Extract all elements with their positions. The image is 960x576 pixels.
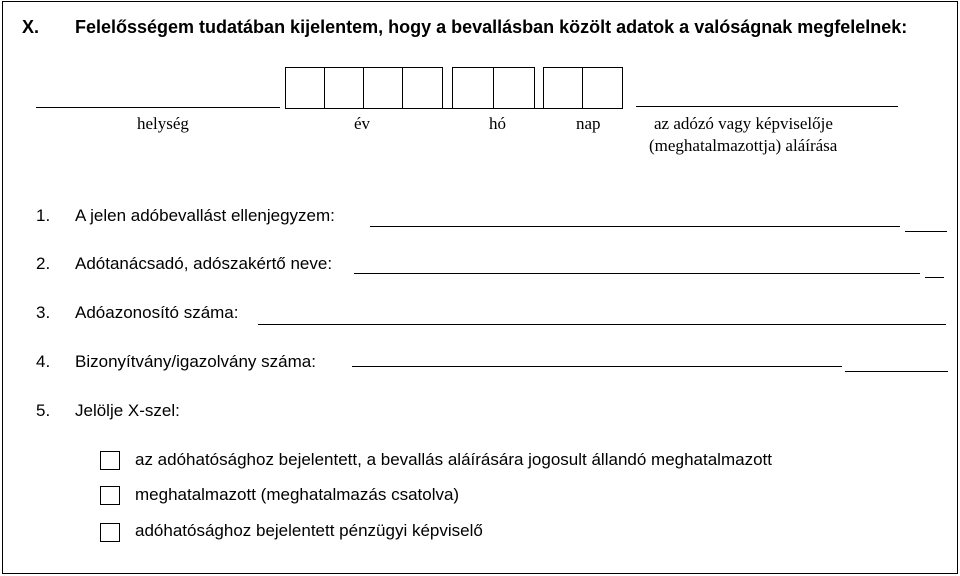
month-divider	[493, 68, 494, 109]
advisor-name-field[interactable]	[354, 273, 920, 274]
place-line	[36, 107, 280, 108]
advisor-name-field-end	[925, 277, 944, 278]
item-number: 4.	[36, 352, 51, 371]
year-boxes[interactable]	[285, 67, 443, 109]
place-label: helység	[137, 114, 189, 133]
day-divider	[582, 68, 583, 109]
date-baseline	[285, 108, 623, 109]
month-label: hó	[489, 114, 506, 133]
option-label: az adóhatósághoz bejelentett, a bevallás aláírására jogosult állandó meghatalmazott	[135, 450, 772, 469]
item-number: 1.	[36, 206, 51, 225]
certificate-number-field-end	[845, 371, 948, 372]
option-label: adóhatósághoz bejelentett pénzügyi képviselő	[135, 521, 483, 540]
tax-id-field[interactable]	[258, 324, 946, 325]
certificate-number-label: Bizonyítvány/igazolvány száma:	[75, 352, 316, 371]
mark-with-x-label: Jelölje X-szel:	[75, 401, 180, 420]
certificate-number-field[interactable]	[352, 366, 842, 367]
year-label: év	[354, 114, 371, 133]
day-boxes[interactable]	[543, 67, 623, 109]
countersign-field[interactable]	[370, 226, 900, 227]
option-label: meghatalmazott (meghatalmazás csatolva)	[135, 485, 460, 504]
section-title: Felelősségem tudatában kijelentem, hogy a bevallásban közölt adatok a valóságnak megfelelnek:	[75, 17, 908, 37]
item-number: 2.	[36, 254, 51, 273]
signature-label: az adózó vagy képviselője	[654, 114, 833, 133]
option-checkbox-permanent-representative[interactable]	[100, 451, 120, 470]
day-label: nap	[576, 114, 601, 133]
countersign-label: A jelen adóbevallást ellenjegyzem:	[75, 206, 335, 225]
countersign-field-end	[905, 231, 947, 232]
signature-sublabel: (meghatalmazottja) aláírása	[649, 136, 838, 155]
option-checkbox-authorized-representative[interactable]	[100, 486, 120, 505]
section-number: X.	[22, 17, 40, 37]
item-number: 3.	[36, 303, 51, 322]
year-divider	[363, 68, 364, 109]
year-divider	[402, 68, 403, 109]
advisor-name-label: Adótanácsadó, adószakértő neve:	[75, 254, 333, 273]
item-number: 5.	[36, 401, 51, 420]
tax-id-label: Adóazonosító száma:	[75, 303, 239, 322]
month-boxes[interactable]	[452, 67, 535, 109]
option-checkbox-financial-representative[interactable]	[100, 523, 120, 542]
signature-line	[636, 106, 898, 107]
year-divider	[324, 68, 325, 109]
